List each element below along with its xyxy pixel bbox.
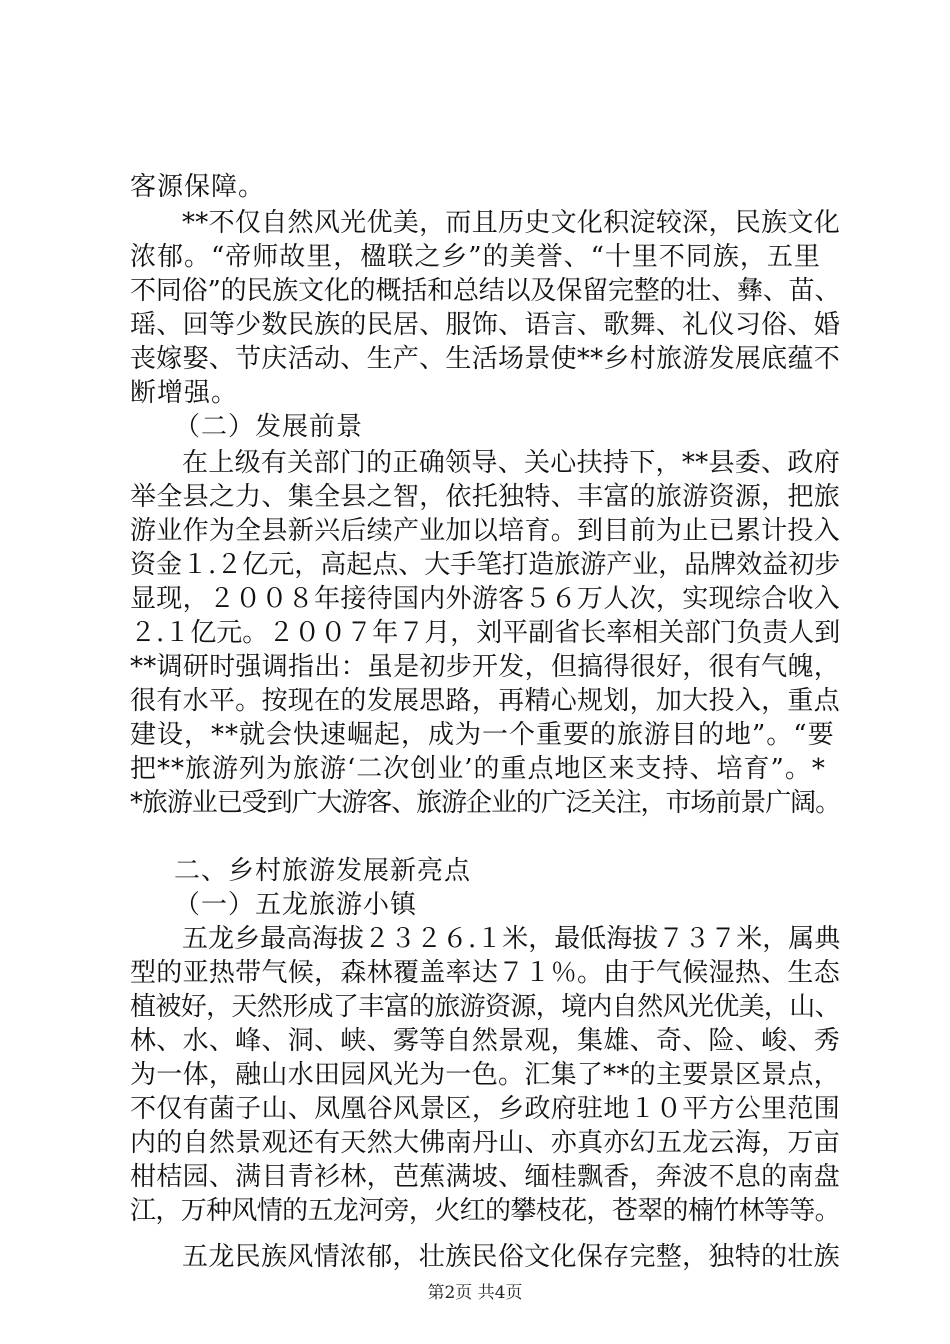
text-line: 林、水、峰、洞、峡、雾等自然景观，集雄、奇、险、峻、秀 — [130, 1026, 841, 1056]
text-line: 内的自然景观还有天然大佛南丹山、亦真亦幻五龙云海，万亩 — [130, 1128, 841, 1158]
text-line: 型的亚热带气候，森林覆盖率达７１％。由于气候湿热、生态 — [130, 958, 841, 988]
text-line: ２.１亿元。２００７年７月，刘平副省长率相关部门负责人到 — [130, 618, 841, 648]
text-line: *旅游业已受到广大游客、旅游企业的广泛关注，市场前景广阔。 — [130, 788, 841, 818]
text-line: 柑桔园、满目青衫林，芭蕉满坡、缅桂飘香，奔波不息的南盘 — [130, 1162, 841, 1192]
text-line: **调研时强调指出：虽是初步开发，但搞得很好，很有气魄， — [130, 652, 841, 682]
text-line: 不同俗”的民族文化的概括和总结以及保留完整的壮、彝、苗、 — [130, 276, 841, 306]
text-line: 为一体，融山水田园风光为一色。汇集了**的主要景区景点， — [130, 1060, 841, 1090]
text-line: 很有水平。按现在的发展思路，再精心规划，加大投入，重点 — [130, 686, 841, 716]
text-line: 游业作为全县新兴后续产业加以培育。到目前为止已累计投入 — [130, 516, 841, 546]
text-line: 浓郁。“帝师故里，楹联之乡”的美誉、“十里不同族，五里 — [130, 242, 821, 272]
section-heading: （一）五龙旅游小镇 — [174, 890, 418, 920]
text-line: 把**旅游列为旅游‘二次创业’的重点地区来支持、培育”。* — [130, 754, 826, 784]
text-line: 五龙民族风情浓郁，壮族民俗文化保存完整，独特的壮族 — [182, 1242, 841, 1272]
text-line: 植被好，天然形成了丰富的旅游资源，境内自然风光优美，山、 — [130, 992, 841, 1022]
text-line: 断增强。 — [130, 378, 239, 408]
text-line: 江，万种风情的五龙河旁，火红的攀枝花，苍翠的楠竹林等等。 — [130, 1196, 841, 1226]
section-heading: （二）发展前景 — [174, 412, 364, 442]
text-line: 举全县之力、集全县之智，依托独特、丰富的旅游资源，把旅 — [130, 482, 841, 512]
section-heading: 二、乡村旅游发展新亮点 — [174, 856, 472, 886]
page-number: 第2页 共4页 — [427, 1283, 523, 1303]
text-line: **不仅自然风光优美，而且历史文化积淀较深，民族文化 — [182, 208, 841, 238]
text-line: 显现，２００８年接待国内外游客５６万人次，实现综合收入 — [130, 584, 841, 614]
text-line: 五龙乡最高海拔２３２６.１米，最低海拔７３７米，属典 — [182, 924, 841, 954]
text-line: 丧嫁娶、节庆活动、生产、生活场景使**乡村旅游发展底蕴不 — [130, 344, 841, 374]
text-line: 不仅有菌子山、凤凰谷风景区，乡政府驻地１０平方公里范围 — [130, 1094, 841, 1124]
text-line: 瑶、回等少数民族的民居、服饰、语言、歌舞、礼仪习俗、婚 — [130, 310, 841, 340]
text-line: 在上级有关部门的正确领导、关心扶持下，**县委、政府 — [182, 448, 841, 478]
text-line: 资金１.２亿元，高起点、大手笔打造旅游产业，品牌效益初步 — [130, 550, 841, 580]
text-line: 建设，**就会快速崛起，成为一个重要的旅游目的地”。“要 — [130, 720, 835, 750]
text-line: 客源保障。 — [130, 172, 266, 202]
